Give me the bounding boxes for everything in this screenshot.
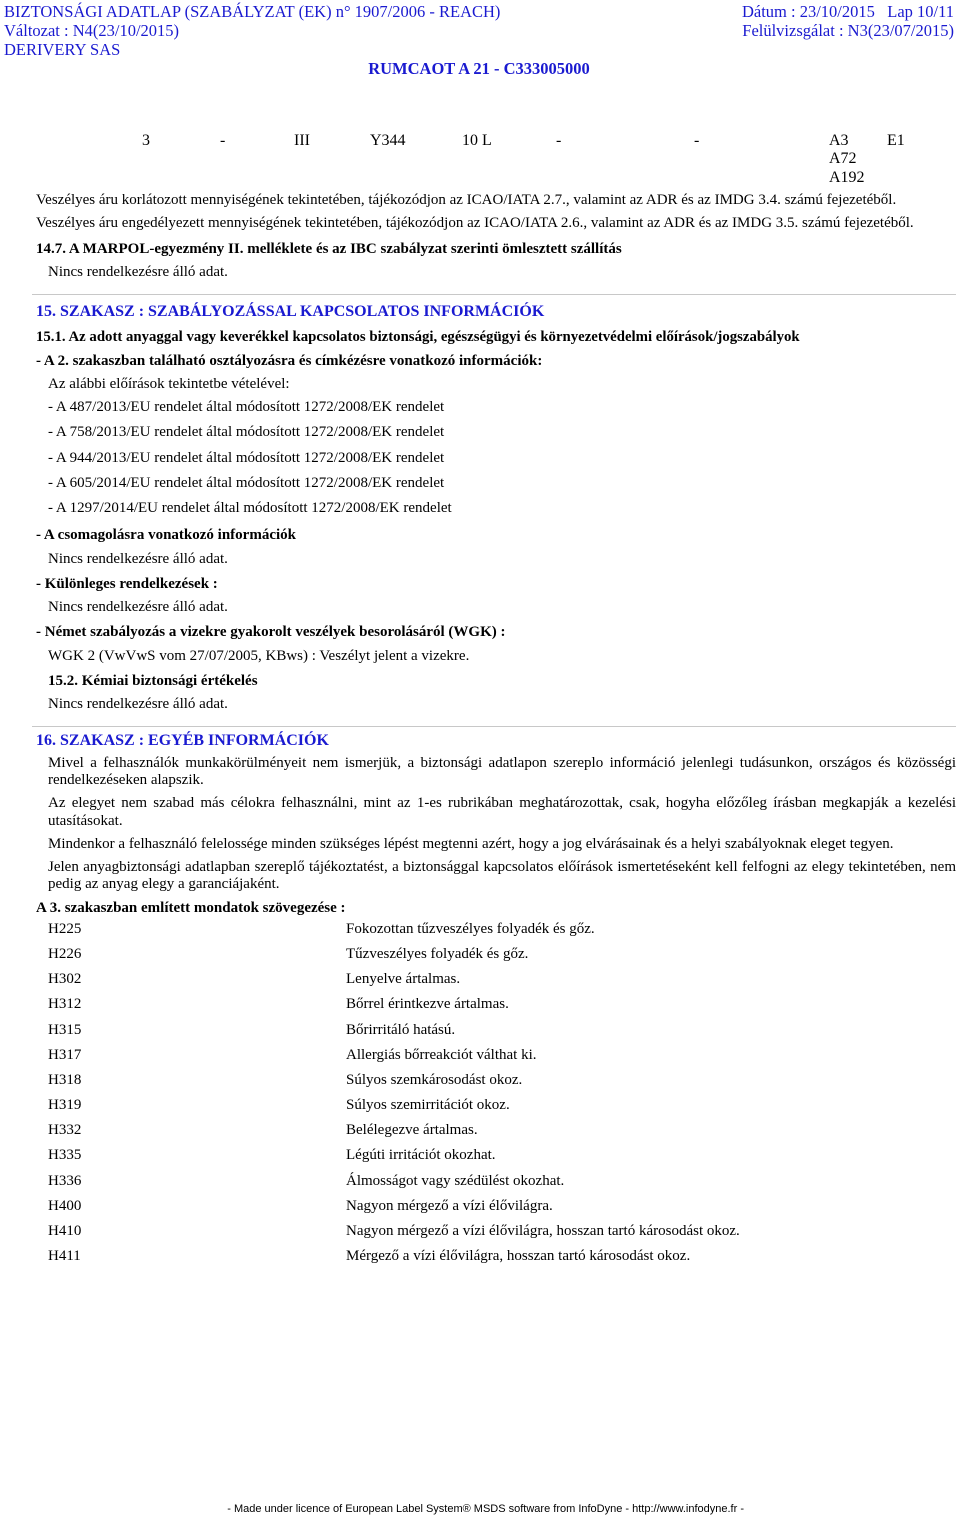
transport-cell: - [694,132,700,149]
limited-quantity-note: Veszélyes áru korlátozott mennyiségének tekintetében, tájékozódjon az ICAO/IATA 2.7., valamint az ADR és az IMDG 3.4. számú fejezetéből. [36,192,897,208]
hazard-code: H335 [48,1147,82,1164]
regulation-item: - A 487/2013/EU rendelet által módosított 1272/2008/EK rendelet [48,398,445,415]
regulation-item: - A 605/2014/EU rendelet által módosított 1272/2008/EK rendelet [48,474,445,491]
hazard-code: H317 [48,1046,82,1063]
hazard-text: Fokozottan tűzveszélyes folyadék és gőz. [346,920,595,937]
transport-cell: 3 [142,132,150,149]
hazard-code: H226 [48,945,82,962]
transport-cell: A3 A72 A192 [829,132,865,186]
section-16-paragraph: Az elegyet nem szabad más célokra felhasználni, mint az 1-es rubrikában meghatározottak, csak, hogyha előzőleg írásban megkapják a kezelési utasításokat. [48,795,956,829]
header-row-2 [4,21,954,40]
hazard-code: H336 [48,1172,82,1189]
document-title: BIZTONSÁGI ADATLAP (SZABÁLYZAT (EK) n° 1907/2006 - REACH) [4,2,501,21]
hazard-text: Belélegezve ártalmas. [346,1122,478,1139]
hazard-code: H400 [48,1197,82,1214]
excepted-quantity-note: Veszélyes áru engedélyezett mennyiségének tekintetében, tájékozódjon az ICAO/IATA 2.6., valamint az ADR és az IMDG 3.5. számú fejezetéből. [36,215,914,232]
section-15-2-text: Nincs rendelkezésre álló adat. [48,696,228,713]
hazard-code: H312 [48,996,82,1013]
page-header [4,2,954,79]
regulation-item: - A 944/2013/EU rendelet által módosított 1272/2008/EK rendelet [48,449,445,466]
section-divider [32,294,956,295]
transport-cell: Y344 [370,132,406,149]
section-15-1-heading: 15.1. Az adott anyaggal vagy keverékkel kapcsolatos biztonsági, egészségügyi és környezetvédelmi előírások/jogszabályok [36,329,800,346]
transport-cell: - [220,132,226,149]
header-row-1 [4,2,954,21]
packaging-heading: - A csomagolásra vonatkozó információk [36,527,296,544]
document-revision: Felülvizsgálat : N3(23/07/2015) [742,21,954,40]
transport-cell: - [556,132,562,149]
transport-cell: 10 L [462,132,492,149]
transport-cell: E1 [887,132,905,149]
hazard-phrases-heading: A 3. szakaszban említett mondatok szövegezése : [36,899,346,916]
hazard-phrases-table [48,921,956,1274]
hazard-text: Súlyos szemirritációt okoz. [346,1097,510,1114]
hazard-text: Bőrirritáló hatású. [346,1021,456,1038]
wgk-heading: - Német szabályozás a vizekre gyakorolt veszélyek besorolásáról (WGK) : [36,624,506,641]
page-content [32,132,956,1273]
hazard-text: Nagyon mérgező a vízi élővilágra, hosszan tartó károsodást okoz. [346,1223,740,1240]
classification-heading: - A 2. szakaszban található osztályozásra és címkézésre vonatkozó információk: [36,353,543,370]
hazard-text: Allergiás bőrreakciót válthat ki. [346,1046,537,1063]
hazard-text: Lenyelve ártalmas. [346,971,461,988]
regulation-list [32,399,956,525]
regulation-item: - A 1297/2014/EU rendelet által módosított 1272/2008/EK rendelet [48,500,452,517]
section-15-2-heading: 15.2. Kémiai biztonsági értékelés [48,672,258,689]
section-16-paragraph: Mivel a felhasználók munkakörülményeit nem ismerjük, a biztonsági adatlapon szereplo információ jelenlegi tudásunkon, országos és közösségi rendelkezéseken alapszik. [48,754,956,789]
hazard-code: H319 [48,1097,82,1114]
hazard-code: H225 [48,920,82,937]
product-name: RUMCAOT A 21 - C333005000 [368,59,590,78]
section-divider [32,726,956,727]
hazard-text: Álmosságot vagy szédülést okozhat. [346,1172,565,1189]
hazard-text: Bőrrel érintkezve ártalmas. [346,996,509,1013]
transport-cell: III [294,132,310,149]
hazard-code: H302 [48,971,82,988]
hazard-text: Mérgező a vízi élővilágra, hosszan tartó károsodást okoz. [346,1248,691,1265]
special-provisions-heading: - Különleges rendelkezések : [36,575,218,592]
document-version: Változat : N4(23/10/2015) [4,21,180,40]
hazard-text: Légúti irritációt okozhat. [346,1147,496,1164]
section-16-title: 16. SZAKASZ : EGYÉB INFORMÁCIÓK [36,732,329,750]
regulation-item: - A 758/2013/EU rendelet által módosított 1272/2008/EK rendelet [48,424,445,441]
date-and-page [742,2,954,21]
hazard-text: Súlyos szemkárosodást okoz. [346,1071,523,1088]
marpol-text: Nincs rendelkezésre álló adat. [48,263,228,280]
hazard-text: Tűzveszélyes folyadék és gőz. [346,945,529,962]
hazard-text: Nagyon mérgező a vízi élővilágra. [346,1197,553,1214]
section-16-paragraph: Mindenkor a felhasználó felelossége minden szükséges lépést megtenni azért, hogy a jog elvárásainak és a helyi szabályoknak eleget tegyen. [48,835,894,852]
hazard-code: H315 [48,1021,82,1038]
transport-table-row [142,132,956,194]
company-name: DERIVERY SAS [4,40,121,59]
section-15-title: 15. SZAKASZ : SZABÁLYOZÁSSAL KAPCSOLATOS INFORMÁCIÓK [36,303,545,320]
packaging-text: Nincs rendelkezésre álló adat. [48,550,228,567]
marpol-heading: 14.7. A MARPOL-egyezmény II. melléklete és az IBC szabályzat szerinti ömlesztett szállítás [36,240,622,257]
page-number: Lap 10/11 [887,2,954,21]
hazard-code: H410 [48,1223,82,1240]
hazard-code: H411 [48,1248,81,1265]
hazard-code: H332 [48,1122,82,1139]
special-provisions-text: Nincs rendelkezésre álló adat. [48,599,228,616]
wgk-text: WGK 2 (VwVwS vom 27/07/2005, KBws) : Veszélyt jelent a vizekre. [48,647,470,664]
page-footer: - Made under licence of European Label System® MSDS software from InfoDyne - http://www.infodyne.fr - [227,1503,744,1516]
section-16-paragraph: Jelen anyagbiztonsági adatlapban szereplő tájékoztatést, a biztonsággal kapcsolatos előírások ismertetéseként kell felfogni az elegy tekintetében, nem pedig az anyag elegy a garanciájaként. [48,859,956,893]
classification-intro: Az alábbi előírások tekintetbe vételével: [48,375,290,392]
hazard-code: H318 [48,1071,82,1088]
document-date: Dátum : 23/10/2015 [741,2,875,21]
